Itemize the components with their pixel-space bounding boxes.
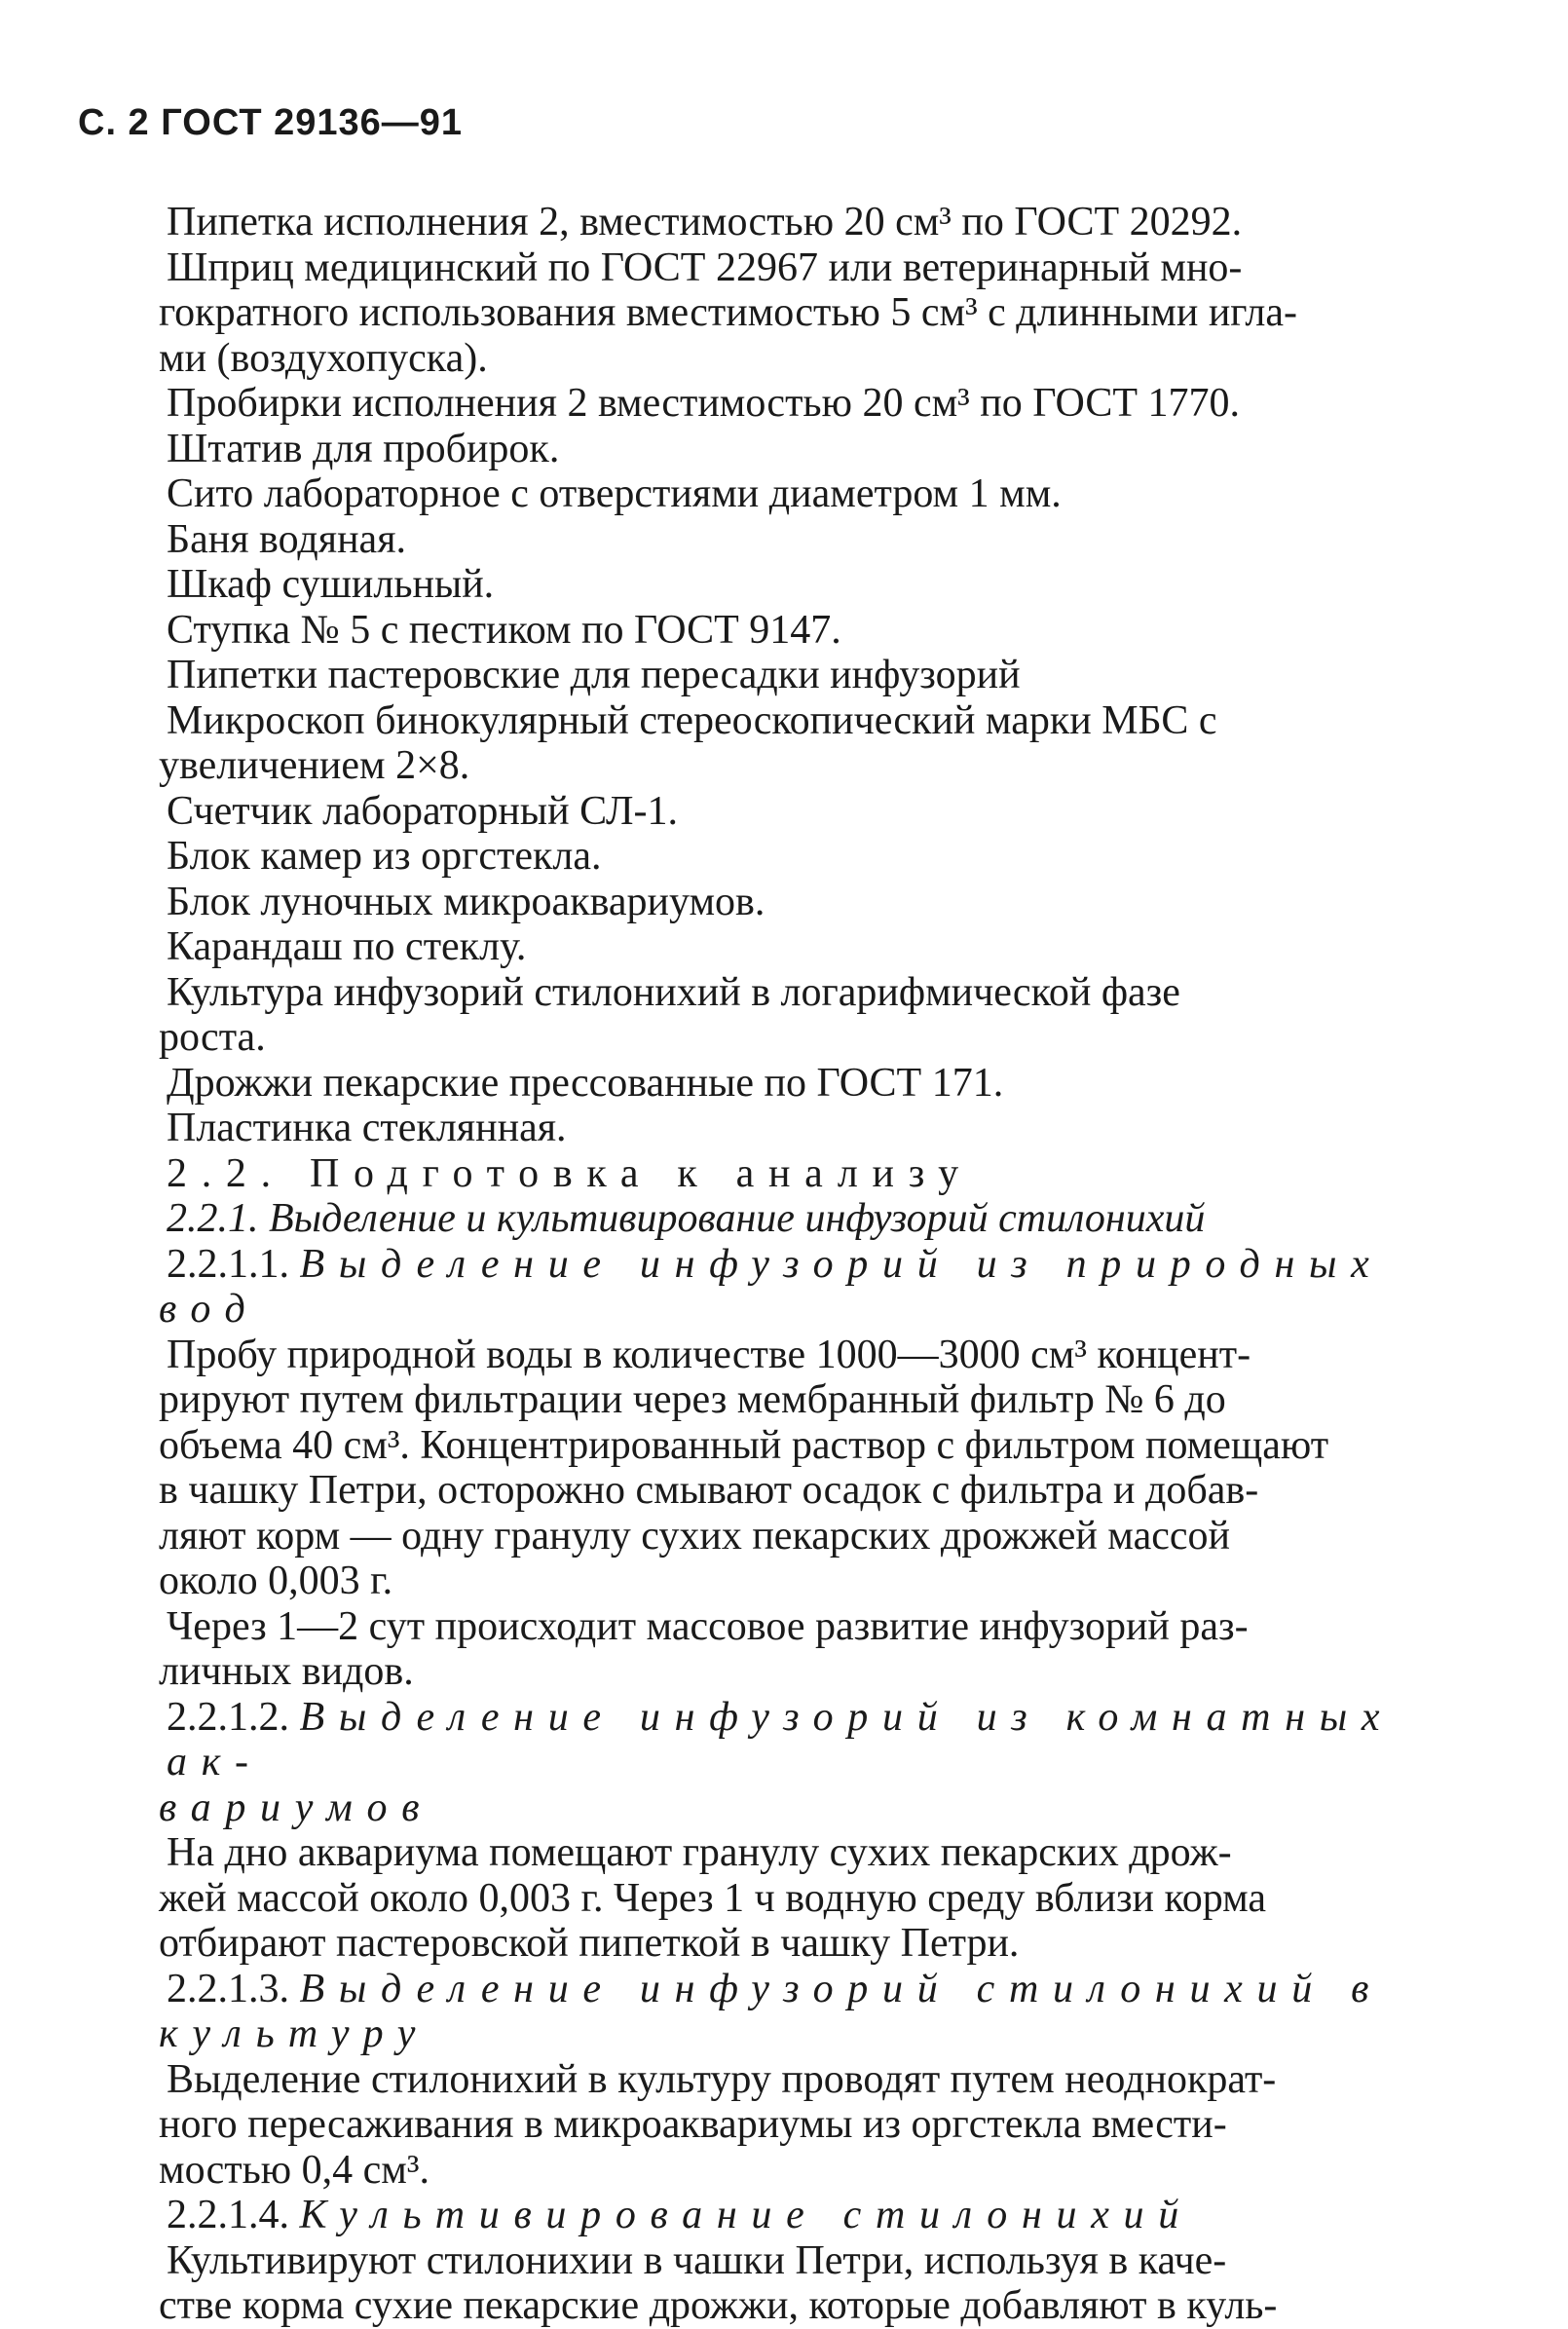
text-line: роста.	[159, 1015, 266, 1060]
subsection-heading-line	[167, 1242, 1469, 1288]
section-title-cont: вод	[159, 1287, 260, 1332]
text-line: Культивируют стилонихии в чашки Петри, используя в каче-	[167, 2237, 1227, 2283]
subsection-heading-line	[167, 2193, 1469, 2238]
text-line: ляют корм — одну гранулу сухих пекарских дрожжей массой	[159, 1513, 1230, 1559]
text-line: Сито лабораторное с отверстиями диаметром 1 мм.	[167, 471, 1062, 516]
section-title: Выделение инфузорий из комнатных ак-	[167, 1694, 1395, 1784]
section-title-cont: культуру	[159, 2011, 430, 2056]
text-line: Блок луночных микроаквариумов.	[167, 879, 765, 924]
text-line: Пипетка исполнения 2, вместимостью 20 см³ по ГОСТ 20292.	[167, 200, 1243, 244]
text-line: Культура инфузорий стилонихий в логарифмической фазе	[167, 969, 1180, 1015]
subsection-heading-line	[167, 1967, 1469, 2012]
section-title-cont: вариумов	[159, 1784, 434, 1830]
subsection-heading-line	[167, 1695, 1469, 1785]
section-number: 2.2.1.4.	[167, 2193, 289, 2237]
text-line: ного пересаживания в микроаквариумы из оргстекла вмести-	[159, 2102, 1227, 2147]
section-heading: 2.2. Подготовка к анализу	[167, 1150, 973, 1196]
section-number: 2.2.1.3.	[167, 1966, 289, 2011]
page-header: С. 2 ГОСТ 29136—91	[78, 102, 464, 143]
document-body	[159, 200, 1469, 2329]
text-line: стве корма сухие пекарские дрожжи, которые добавляют в куль-	[159, 2283, 1278, 2328]
text-line: Блок камер из оргстекла.	[167, 834, 602, 879]
text-line: Ступка № 5 с пестиком по ГОСТ 9147.	[167, 607, 841, 653]
text-line: Пипетки пастеровские для пересадки инфузорий	[167, 653, 1021, 697]
text-line: Выделение стилонихий в культуру проводят путем неоднократ-	[167, 2056, 1277, 2102]
section-number: 2.2.1.1.	[167, 1241, 289, 1287]
text-line: рируют путем фильтрации через мембранный фильтр № 6 до	[159, 1377, 1226, 1422]
section-title: Выделение инфузорий стилонихий в	[299, 1966, 1384, 2011]
text-line: Дрожжи пекарские прессованные по ГОСТ 171.	[167, 1060, 1004, 1106]
text-line: Пробирки исполнения 2 вместимостью 20 см³ по ГОСТ 1770.	[167, 381, 1240, 426]
text-line: Счетчик лабораторный СЛ-1.	[167, 788, 679, 834]
text-line: отбирают пастеровской пипеткой в чашку Петри.	[159, 1921, 1020, 1966]
text-line: объема 40 см³. Концентрированный раствор с фильтром помещают	[159, 1422, 1329, 1468]
text-line: Шприц медицинский по ГОСТ 22967 или ветеринарный мно-	[167, 244, 1243, 290]
text-line: Штатив для пробирок.	[167, 426, 560, 471]
text-line: Карандаш по стеклу.	[167, 924, 527, 969]
section-title: Культивирование стилонихий	[299, 2193, 1193, 2237]
text-line: около 0,003 г.	[159, 1559, 393, 1603]
text-line: На дно аквариума помещают гранулу сухих пекарских дрож-	[167, 1830, 1232, 1875]
text-line: Через 1—2 сут происходит массовое развитие инфузорий раз-	[167, 1603, 1249, 1649]
text-line: Микроскоп бинокулярный стереоскопический марки МБС с	[167, 697, 1217, 743]
text-line: гократного использования вместимостью 5 см³ с длинными игла-	[159, 290, 1297, 335]
text-line: ми (воздухопуска).	[159, 335, 488, 381]
subsection-heading: 2.2.1. Выделение и культивирование инфузорий стилонихий	[167, 1196, 1206, 1241]
text-line: личных видов.	[159, 1649, 414, 1694]
text-line: Шкаф сушильный.	[167, 562, 495, 607]
section-number: 2.2.1.2.	[167, 1694, 289, 1740]
text-line: жей массой около 0,003 г. Через 1 ч водную среду вблизи корма	[159, 1875, 1267, 1921]
text-line: Баня водяная.	[167, 516, 407, 562]
text-line: увеличением 2×8.	[159, 743, 470, 788]
text-line: Пробу природной воды в количестве 1000—3000 см³ концент-	[167, 1332, 1251, 1377]
section-title: Выделение инфузорий из природных	[299, 1241, 1384, 1287]
text-line: мостью 0,4 см³.	[159, 2147, 429, 2193]
text-line: Пластинка стеклянная.	[167, 1106, 567, 1150]
text-line: в чашку Петри, осторожно смывают осадок с фильтра и добав-	[159, 1468, 1259, 1513]
